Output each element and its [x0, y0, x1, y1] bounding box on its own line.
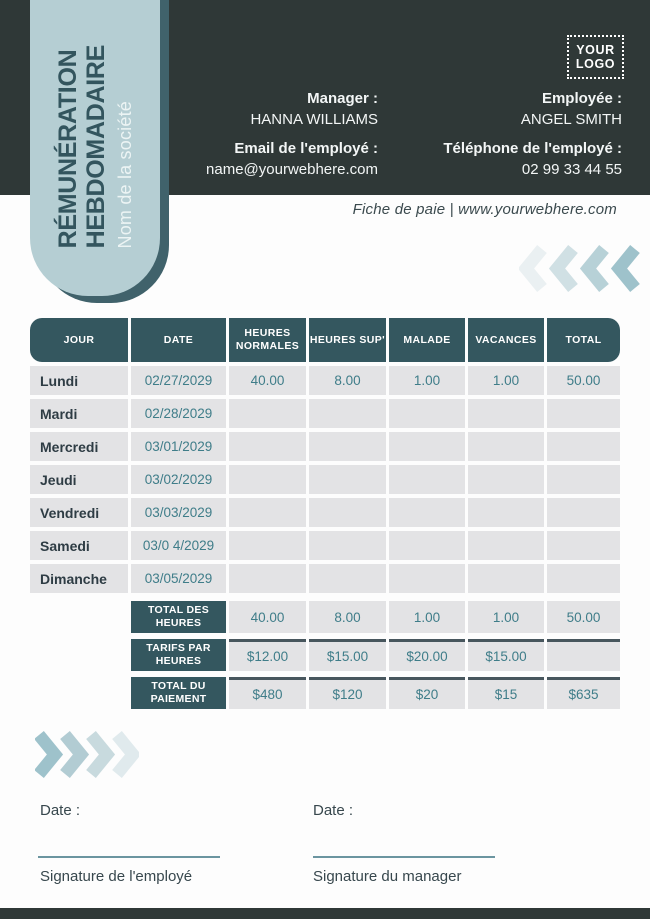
total-value-cell: 8.00: [309, 601, 386, 633]
column-header-total: TOTAL: [547, 318, 620, 362]
document-title-line2: HEBDOMADAIRE: [82, 44, 110, 248]
chevrons-right-icon: [35, 731, 139, 778]
email-value: name@yourwebhere.com: [206, 161, 378, 178]
signature-label-employee: Signature de l'employé: [40, 868, 193, 885]
date-cell: 03/03/2029: [131, 498, 226, 527]
spacer-cell: [30, 677, 128, 709]
value-cell: [229, 465, 306, 494]
spacer-cell: [30, 601, 128, 633]
total-value-cell: 1.00: [468, 601, 544, 633]
value-cell: [309, 531, 386, 560]
spacer-cell: [30, 639, 128, 671]
value-cell: [547, 498, 620, 527]
payment-value-cell: $635: [547, 677, 620, 709]
value-cell: [229, 498, 306, 527]
logo-placeholder[interactable]: [567, 35, 624, 79]
phone-label: Téléphone de l'employé :: [443, 140, 622, 157]
day-cell: Mercredi: [30, 432, 128, 461]
hourly-rate-label: TARIFS PAR HEURES: [131, 639, 226, 671]
logo-text-line1: YOUR: [576, 42, 615, 57]
day-cell: Samedi: [30, 531, 128, 560]
value-cell: [229, 564, 306, 593]
day-cell: Lundi: [30, 366, 128, 395]
totals-table: [30, 601, 620, 709]
value-cell: [468, 465, 544, 494]
value-cell: [389, 432, 465, 461]
rate-value-cell: $15.00: [309, 639, 386, 671]
manager-name: HANNA WILLIAMS: [250, 111, 378, 128]
value-cell: [229, 531, 306, 560]
employee-contact-block: [443, 88, 622, 180]
value-cell: [468, 498, 544, 527]
value-cell: [229, 432, 306, 461]
total-hours-label: TOTAL DES HEURES: [131, 601, 226, 633]
logo-text-line2: LOGO: [575, 57, 616, 71]
value-cell: [547, 465, 620, 494]
day-cell: Dimanche: [30, 564, 128, 593]
employee-name: ANGEL SMITH: [520, 111, 622, 128]
date-cell: 03/05/2029: [131, 564, 226, 593]
value-cell: [468, 432, 544, 461]
date-cell: 02/27/2029: [131, 366, 226, 395]
column-header-vacances: VACANCES: [468, 318, 544, 362]
value-cell: 40.00: [229, 366, 306, 395]
value-cell: [309, 498, 386, 527]
value-cell: 1.00: [389, 366, 465, 395]
date-field-manager: Date :: [313, 802, 354, 819]
company-name-placeholder: Nom de la société: [115, 100, 135, 248]
value-cell: [547, 399, 620, 428]
payment-value-cell: $480: [229, 677, 306, 709]
value-cell: [468, 564, 544, 593]
value-cell: [468, 399, 544, 428]
employee-label: Employée :: [541, 90, 622, 107]
document-title: [54, 45, 110, 248]
phone-value: 02 99 33 44 55: [521, 161, 622, 178]
signature-label-manager: Signature du manager: [313, 868, 462, 885]
rate-value-cell: $12.00: [229, 639, 306, 671]
value-cell: 8.00: [309, 366, 386, 395]
total-value-cell: 50.00: [547, 601, 620, 633]
value-cell: [547, 432, 620, 461]
value-cell: [389, 399, 465, 428]
value-cell: [309, 465, 386, 494]
timesheet-table: [30, 318, 620, 593]
date-cell: 03/0 4/2029: [131, 531, 226, 560]
email-label: Email de l'employé :: [234, 140, 378, 157]
date-cell: 03/02/2029: [131, 465, 226, 494]
day-cell: Jeudi: [30, 465, 128, 494]
manager-contact-block: [206, 88, 378, 180]
tagline: Fiche de paie | www.yourwebhere.com: [352, 201, 617, 218]
column-header-date: DATE: [131, 318, 226, 362]
column-header-heures-normales: HEURES NORMALES: [229, 318, 306, 362]
rate-value-cell: $20.00: [389, 639, 465, 671]
total-value-cell: 40.00: [229, 601, 306, 633]
signature-line-employee: [38, 856, 220, 858]
value-cell: 1.00: [468, 366, 544, 395]
document-title-line1: RÉMUNÉRATION: [54, 49, 82, 248]
date-field-employee: Date :: [40, 802, 81, 819]
rate-value-cell: $15.00: [468, 639, 544, 671]
column-header-heures-sup: HEURES SUP': [309, 318, 386, 362]
title-banner: [30, 0, 160, 296]
value-cell: 50.00: [547, 366, 620, 395]
payment-value-cell: $15: [468, 677, 544, 709]
signature-line-manager: [313, 856, 495, 858]
day-cell: Vendredi: [30, 498, 128, 527]
rate-value-cell: [547, 639, 620, 671]
footer-band: [0, 908, 650, 919]
value-cell: [229, 399, 306, 428]
payment-value-cell: $20: [389, 677, 465, 709]
total-value-cell: 1.00: [389, 601, 465, 633]
total-payment-label: TOTAL DU PAIEMENT: [131, 677, 226, 709]
value-cell: [389, 465, 465, 494]
value-cell: [309, 432, 386, 461]
chevrons-left-icon: [519, 245, 643, 292]
value-cell: [547, 564, 620, 593]
value-cell: [468, 531, 544, 560]
value-cell: [547, 531, 620, 560]
date-cell: 02/28/2029: [131, 399, 226, 428]
date-cell: 03/01/2029: [131, 432, 226, 461]
column-header-malade: MALADE: [389, 318, 465, 362]
value-cell: [389, 531, 465, 560]
value-cell: [389, 498, 465, 527]
value-cell: [309, 399, 386, 428]
value-cell: [309, 564, 386, 593]
payment-value-cell: $120: [309, 677, 386, 709]
manager-label: Manager :: [307, 90, 378, 107]
value-cell: [389, 564, 465, 593]
column-header-jour: JOUR: [30, 318, 128, 362]
day-cell: Mardi: [30, 399, 128, 428]
